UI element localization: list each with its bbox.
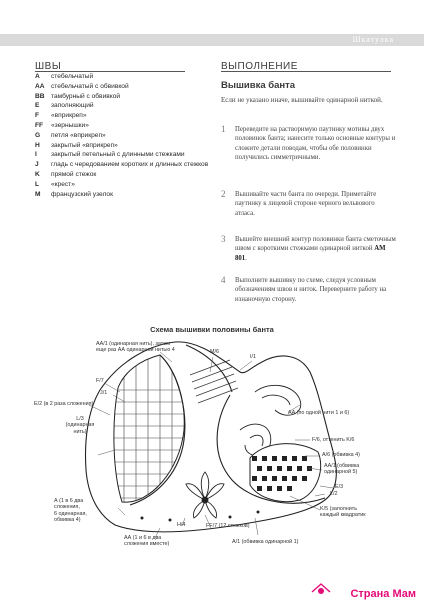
seam-code: AA — [35, 82, 45, 90]
seam-description: «зернышки» — [51, 121, 89, 129]
label-a1-left: А (1 в 6 два сложения, 6 одинарная, обвивка 4) — [54, 498, 87, 524]
seam-code: F — [35, 112, 40, 120]
hatch-band — [190, 360, 238, 403]
step-text: Вышейте внешний контур половинки банта сметочным швом с короткими стежками одинарной ниткой AM 801. — [235, 236, 396, 262]
seam-description: стебельчатый — [51, 73, 94, 80]
label-i1: I/1 — [250, 354, 256, 360]
label-l2: L/2 — [330, 491, 338, 497]
step-text: Выполните вышивку по схеме, следуя условным обозначениям швов и ниток. Переверните работу на изнаночную сторону. — [235, 277, 387, 303]
seam-code: BB — [35, 92, 45, 100]
diagram-title: Схема вышивки половины банта — [150, 325, 274, 334]
label-aa-right: АА (по одной нити 1 и 6) — [288, 410, 350, 416]
seam-code: J — [35, 161, 39, 169]
step-number: 1 — [221, 124, 226, 134]
label-e2: E/2 (в 2 раза сложения) — [34, 401, 94, 407]
execution-subtitle: Вышивка банта — [221, 80, 296, 91]
watermark-logo — [312, 584, 330, 594]
seam-code: H — [35, 141, 40, 149]
label-aa-bottom: АА (1 и 6 в два сложения вместе) — [124, 535, 170, 548]
seam-code: A — [35, 73, 40, 80]
bow-center-curve — [130, 355, 185, 505]
seam-description: «вприкреп» — [51, 112, 87, 120]
label-f7: F/7 — [96, 378, 104, 384]
label-e3: E/3 — [335, 484, 344, 490]
seam-code: FF — [35, 121, 44, 129]
label-h4: H/4 — [177, 522, 186, 528]
label-ff7: FF/7 (12 стежков) — [206, 523, 250, 529]
seam-description: гладь с чередованием коротких и длинных стежков — [51, 161, 209, 169]
seam-description: стебельчатый с обвивкой — [51, 82, 129, 90]
seam-code: M — [35, 190, 41, 198]
step-number: 2 — [221, 189, 226, 199]
seam-description: петля «вприкреп» — [51, 131, 106, 139]
seam-description: «крест» — [51, 180, 75, 188]
seams-title: ШВЫ — [35, 61, 62, 72]
seam-description: заполняющий — [51, 102, 94, 110]
seam-code: I — [35, 151, 37, 159]
label-m6: M/6 — [210, 349, 219, 355]
seam-description: прямой стежок — [51, 170, 97, 178]
label-l3: L/3 (одинарная нить) — [65, 416, 95, 435]
section-tag: Шкатулка — [352, 35, 394, 44]
seam-description: тамбурный с обвивкой — [51, 92, 121, 100]
label-j1: J/1 — [100, 390, 108, 396]
execution-intro: Если не указано иначе, вышивайте одинарной ниткой. — [221, 96, 383, 104]
label-a1-bottom: А/1 (обвивка одинарной 1) — [232, 539, 299, 545]
seam-code: G — [35, 131, 41, 139]
leaf-outline — [114, 355, 184, 502]
seam-code: E — [35, 102, 40, 110]
right-checkered-panel — [250, 440, 330, 510]
execution-title: ВЫПОЛНЕНИЕ — [221, 61, 298, 72]
label-f6: F/6, оттенить K/6 — [312, 437, 355, 443]
seam-code: K — [35, 170, 40, 178]
seam-code: L — [35, 180, 40, 188]
label-a6: А/6 (обвивка 4) — [322, 452, 360, 458]
label-aa1-top: АА/1 (одинарная нить), затем еще раз АА одинарной нитью 4 — [96, 341, 175, 354]
seam-description: закрытый петельный с длинными стежками — [51, 151, 185, 159]
label-aa1-right: AA/1 (обвивка одинарной 5) — [324, 463, 360, 476]
flower-motif — [186, 472, 224, 518]
watermark-text[interactable]: Страна Мам — [350, 588, 416, 600]
step-number: 4 — [221, 275, 226, 285]
seam-description: закрытый «вприкреп» — [51, 141, 118, 149]
step-text: Переведите на растворимую паутинку мотивы двух половинок банта; нанесите только основные контуры и сложите детали поводам, чтобы обе половинки получились симметричными. — [235, 126, 396, 162]
step-number: 3 — [221, 234, 226, 244]
step-text: Вышивайте части банта по очереди. Приметайте паутинку к лицевой стороне черного вельвового атласа. — [235, 191, 377, 217]
label-k5: K/5 (заполнить каждый квадратик — [320, 506, 366, 519]
seam-description: французский узелок — [51, 190, 113, 198]
